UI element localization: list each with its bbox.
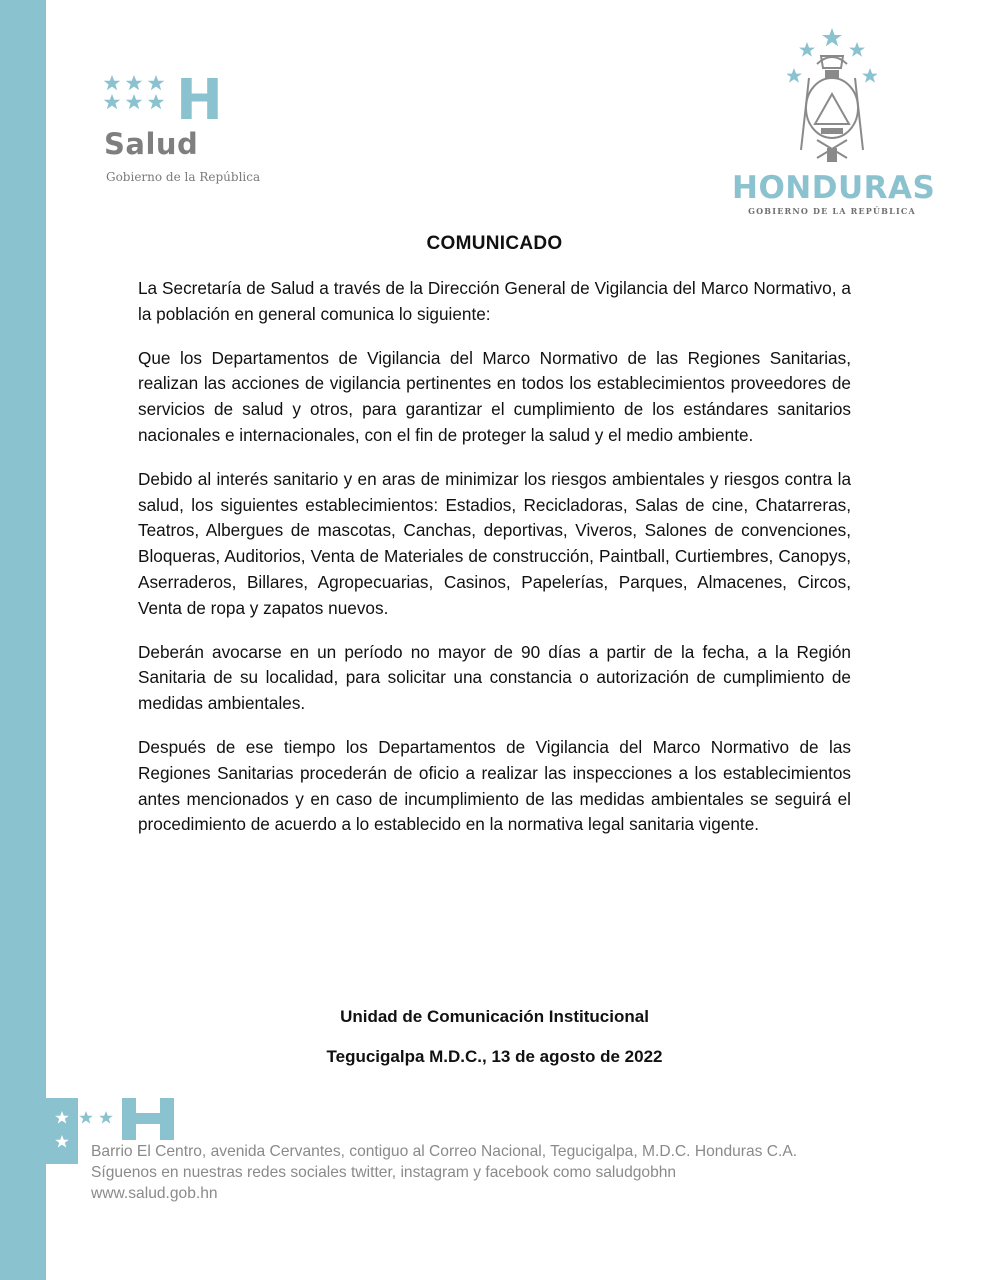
paragraph-inspections: Después de ese tiempo los Departamentos de Vigilancia del Marco Normativo de las Regiones Sanitarias procederán de oficio a realizar las inspecciones a los establecimientos antes mencionados y en caso de incumplimiento de las medidas ambientales se seguirá el procedimiento de acuerdo a lo establecido en la normativa legal sanitaria vigente. bbox=[138, 736, 851, 835]
paragraph-intro: La Secretaría de Salud a través de la Dirección General de Vigilancia del Marco Normativo, a la población en general comunica lo siguiente: bbox=[138, 278, 851, 324]
paragraph-deadline: Deberán avocarse en un período no mayor de 90 días a partir de la fecha, a la Región Sanitaria de su localidad, para solicitar una constancia o autorización de cumplimiento de medidas ambientales. bbox=[138, 641, 851, 714]
salud-wordmark: Salud bbox=[104, 127, 199, 161]
paragraph-surveillance: Que los Departamentos de Vigilancia del Marco Normativo de las Regiones Sanitarias, realizan las acciones de vigilancia pertinentes en todos los establecimientos proveedores de servicios de salud y otros, para garantizar el cumplimiento de los estándares sanitarios nacionales e internacionales, con el fin de proteger la salud y el medio ambiente. bbox=[138, 347, 851, 445]
honduras-wordmark: HONDURAS bbox=[732, 170, 936, 206]
salud-h-mark: H bbox=[176, 68, 223, 133]
footer-website-link[interactable]: www.salud.gob.hn bbox=[91, 1185, 218, 1202]
document-body bbox=[138, 276, 851, 856]
footer-address: Barrio El Centro, avenida Cervantes, contiguo al Correo Nacional, Tegucigalpa, M.D.C. Honduras C.A. bbox=[91, 1143, 798, 1160]
footer-social: Síguenos en nuestras redes sociales twitter, instagram y facebook como saludgobhn bbox=[91, 1164, 677, 1181]
salud-logo bbox=[104, 68, 264, 194]
honduras-subtitle: GOBIERNO DE LA REPÚBLICA bbox=[748, 206, 916, 216]
salud-subtitle: Gobierno de la República bbox=[106, 170, 261, 184]
coat-of-arms-icon bbox=[787, 28, 877, 168]
signature-unit: Unidad de Comunicación Institucional bbox=[340, 1007, 649, 1026]
footer-contact bbox=[91, 1141, 971, 1204]
document-title: COMUNICADO bbox=[426, 233, 563, 254]
left-accent-bar bbox=[0, 0, 46, 1280]
honduras-logo bbox=[732, 28, 936, 220]
stars-icon bbox=[104, 74, 174, 122]
place-date: Tegucigalpa M.D.C., 13 de agosto de 2022 bbox=[326, 1047, 663, 1066]
paragraph-establishments: Debido al interés sanitario y en aras de minimizar los riesgos ambientales y riesgos contra la salud, los siguientes establecimientos: Estadios, Recicladoras, Salas de cine, Chatarreras, Teatros, Albergues de mascotas, Canchas, deportivas, Viveros, Salones de convenciones, Bloqueras, Auditorios, Venta de Materiales de construcción, Paintball, Curtiembres, Canopys, Aserraderos, Billares, Agropecuarias, Casinos, Papelerías, Parques, Almacenes, Circos, Venta de ropa y zapatos nuevos. bbox=[138, 468, 851, 618]
